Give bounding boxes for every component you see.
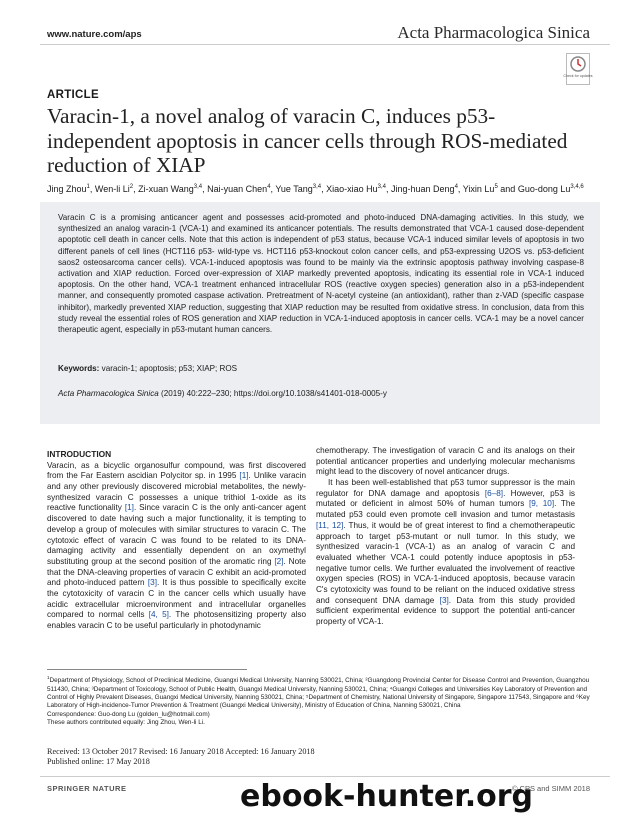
footnotes [47, 674, 597, 728]
author-name[interactable]: Jing-huan Deng [391, 184, 455, 194]
author-affiliation: 2 [129, 184, 134, 190]
check-for-updates-label: Check for updates [563, 74, 593, 78]
reference-link[interactable]: [3] [439, 595, 449, 605]
reference-link[interactable]: [3] [147, 578, 157, 588]
footer-divider [40, 776, 610, 777]
author-list: Jing Zhou$^1$, Wen-li Li$^2$, Zi-xuan Wang$^{3,4}$, Nai-yuan Chen$^4$, Yue Tang$^{3,4}$, Xiao-xiao Hu$^{3,4}$, Jing-huan Deng$^4$, Yixin Lu$^5$ and Guo-dong Lu$^{3,4,6}$ [47, 184, 584, 194]
citation-details[interactable]: (2019) 40:222–230; https://doi.org/10.1038/s41401-018-0005-y [158, 389, 387, 398]
author-affiliation: 4 [454, 184, 458, 190]
article-dates [47, 747, 315, 766]
intro-heading: INTRODUCTION [47, 449, 112, 459]
reference-link[interactable]: [2] [274, 556, 284, 566]
citation [58, 389, 387, 398]
received-dates: Received: 13 October 2017 Revised: 16 January 2018 Accepted: 16 January 2018 [47, 747, 315, 756]
correspondence: Correspondence: Guo-dong Lu (golden_lu@hotmail.com) [47, 710, 210, 718]
copyright: © CPS and SIMM 2018 [511, 784, 590, 793]
reference-link[interactable]: [11, 12] [316, 520, 344, 530]
author-affiliation: 3,4 [312, 184, 322, 190]
affiliations: $^1$Department of Physiology, School of Preclinical Medicine, Guangxi Medical University, Nanning 530021, China; ²Guangdong Provincial Center for Disease Control and Prevention, Guangzhou 511430, China; ³Department of Toxicology, School of Public Health, Guangxi Medical University, Nanning 530021, China; ⁴Guangxi Colleges and Universities Key Laboratory of Prevention and Control of Highly Prevalent Diseases, Guangxi Medical University, Nanning 530021, China; ⁵Department of Chemistry, National University of Singapore, Singapore 117543, Singapore and ⁶Key Laboratory of High-incidence-Tumor Prevention & Treatment (Guangxi Medical University), Ministry of Education of China, Nanning 530021, China [47, 675, 590, 710]
intro-paragraph-2: It has been well-established that p53 tumor suppressor is the main regulator for DNA damage and apoptosis [6–8]. However, p53 is mutated or deficient in almost 50% of human tumors [9, 10]. The mutated p53 could even promote cell invasion and tumor metastasis [11, 12]. Thus, it would be of great interest to find a chemotherapeutic approach to target p53-mutant or null tumor. In this study, we synthesized varacin-1 (VCA-1) as an analog of varacin C and evaluated whether VCA-1 could potently induce apoptosis in p53-negative tumor cells. We further evaluated the involvement of reactive oxygen species (ROS) in VCA-1-induced apoptosis, because varacin C's cytotoxicity was found to be reliant on the induced oxidative stress and consequent DNA damage [3]. Data from this study provided sufficient experimental evidence to support the potential anti-cancer property of VCA-1. [316, 478, 575, 626]
intro-column-right [316, 446, 575, 628]
intro-paragraph-1: Varacin, as a bicyclic organosulfur compound, was first discovered from the Far Eastern ascidian Polycitor sp. in 1995 [1]. Unlike varacin and any other previously discovered microbial metabolites, the newly-synthesized varacin C possesses a unique trithiol 1-oxide as its reactive functionality [1]. Since varacin C is the only anti-cancer agent discovered to date having such a major functionality, it is tempting to develop a group of molecules with similar structures to varacin C. The cytotoxic effect of varacin C was found to be related to its DNA-damaging activity and essentially dependent on an oxymethyl substituting group at the second position of the aromatic ring [2]. Note that the DNA-cleaving properties of varacin C exhibit an acid-promoted and photo-induced pattern [3]. It is thus possible to specifically excite the cytotoxicity of varacin C in the cancer cells which usually have acidic extracellular microenvironment and intracellular organelles compared to normal cells [4, 5]. The photosensitizing property also enables varacin C to be useful particularly in photodynamic [47, 460, 306, 630]
check-for-updates-icon [563, 53, 593, 85]
author-affiliation: 3,4 [193, 184, 203, 190]
intro-column-left [47, 449, 306, 632]
author-affiliation: 1 [86, 184, 90, 190]
author-name[interactable]: Yixin Lu [462, 184, 495, 194]
author-name[interactable]: Xiao-xiao Hu [326, 184, 378, 194]
header-divider [40, 44, 610, 45]
author-name[interactable]: Nai-yuan Chen [207, 184, 268, 194]
intro-paragraph-1-cont: chemotherapy. The investigation of varacin C and its analogs on their potential anticancer properties and underlying molecular mechanisms might lead to the discovery of novel anticancer drugs. [316, 446, 575, 477]
equal-contribution-note: These authors contributed equally: Jing Zhou, Wen-li Li. [47, 719, 205, 727]
published-date: Published online: 17 May 2018 [47, 756, 150, 766]
reference-link[interactable]: [1] [124, 503, 134, 513]
reference-link[interactable]: [6–8] [484, 488, 504, 498]
journal-url[interactable]: www.nature.com/aps [47, 29, 142, 40]
watermark: ebook-hunter.org [240, 779, 533, 814]
author-affiliation: 5 [494, 184, 498, 190]
author-affiliation: 3,4,6 [570, 184, 584, 190]
author-affiliation: 4 [267, 184, 271, 190]
check-for-updates-badge[interactable] [563, 53, 593, 85]
reference-link[interactable]: [4, 5] [148, 610, 169, 620]
keywords [58, 364, 237, 373]
reference-link[interactable]: [1] [239, 471, 249, 481]
article-type-label: ARTICLE [47, 89, 99, 101]
citation-journal: Acta Pharmacologica Sinica [58, 389, 159, 398]
publisher-logo: SPRINGER NATURE [47, 784, 127, 793]
footnote-divider [47, 669, 247, 670]
abstract-text: Varacin C is a promising anticancer agent and possesses acid-promoted and photo-induced DNA-damaging activities. In this study, we synthesized an analog varacin-1 (VCA-1) and examined its anticancer potentials. The results demonstrated that VCA-1 caused dose-dependent apoptotic cell death in cancer cells. Note that this action is independent of p53 status, because VCA-1 induced similar levels of apoptosis in two different panels of cell lines (HCT116 p53- wild-type vs. HCT116 p53-knockout colon cancer cells, and p53-expressing U2OS vs. p53-deficient saos2 osteosarcoma cancer cells). VCA-1-induced apoptosis was found to be mainly via the extrinsic apoptosis pathway involving caspase-8 activation and XIAP reduction. Forced over-expression of XIAP markedly prevented apoptosis, indicating its essential role in VCA-1 induced apoptosis. On the other hand, VCA-1 treatment enhanced intracellular ROS (reactive oxygen species) generation also in a p53-independent manner, and consequently promoted caspase activation. Pretreatment of N-acetyl cysteine (an antioxidant), rather than z-VAD (specific caspase inhibitor), markedly prevented XIAP reduction, suggesting that XIAP reduction may be resulted from oxidative stress. In conclusion, data from this study reveal the essential roles of ROS generation and XIAP reduction in VCA-1-induced apoptosis in cancer cells. VCA-1 may be a novel cancer therapeutic agent, especially in p53-mutant human cancers. [58, 213, 584, 335]
journal-name: Acta Pharmacologica Sinica [397, 23, 590, 42]
author-name[interactable]: Zi-xuan Wang [138, 184, 194, 194]
article-title: Varacin-1, a novel analog of varacin C, induces p53-independent apoptosis in cancer cells through ROS-mediated reduction of XIAP [47, 104, 568, 177]
reference-link[interactable]: [9, 10] [528, 499, 555, 509]
author-affiliation: 3,4 [377, 184, 386, 190]
author-name[interactable]: Guo-dong Lu [517, 184, 571, 194]
author-name[interactable]: Wen-li Li [94, 184, 130, 194]
author-name[interactable]: Jing Zhou [47, 184, 87, 194]
keywords-label: Keywords: [58, 364, 100, 373]
author-name[interactable]: Yue Tang [275, 184, 313, 194]
keywords-text: varacin-1; apoptosis; p53; XIAP; ROS [101, 364, 238, 373]
